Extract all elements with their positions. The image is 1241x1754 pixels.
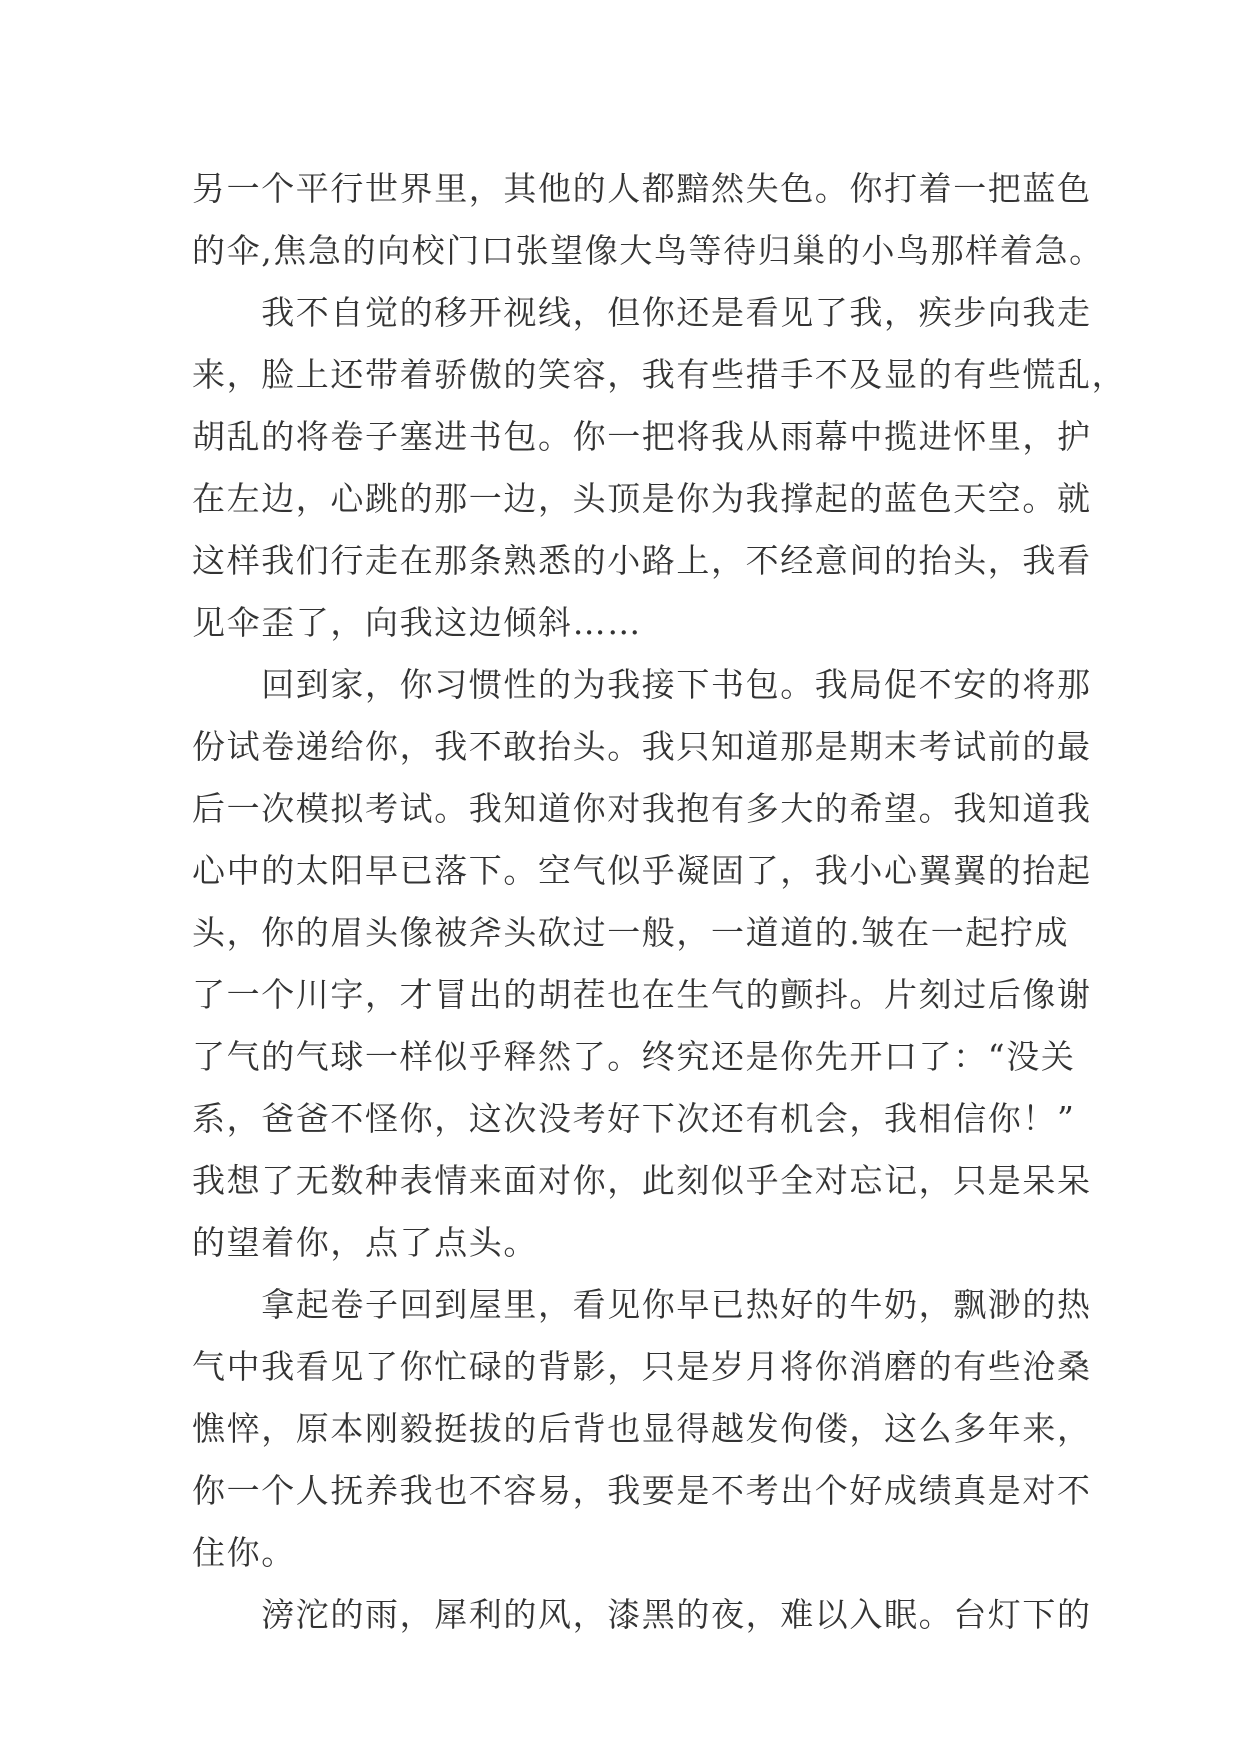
text-line: 憔悴，原本刚毅挺拔的后背也显得越发佝偻，这么多年来， bbox=[192, 1409, 1092, 1448]
text-line: 滂沱的雨，犀利的风，漆黑的夜，难以入眠。台灯下的 bbox=[192, 1595, 1092, 1634]
text-line: 的伞,焦急的向校门口张望像大鸟等待归巢的小鸟那样着急。 bbox=[192, 231, 1104, 270]
text-line: 了一个川字，才冒出的胡茬也在生气的颤抖。片刻过后像谢 bbox=[192, 975, 1092, 1014]
text-line: 系，爸爸不怪你，这次没考好下次还有机会，我相信你！” bbox=[192, 1099, 1076, 1138]
text-line: 这样我们行走在那条熟悉的小路上，不经意间的抬头，我看 bbox=[192, 541, 1092, 580]
text-line: 头，你的眉头像被斧头砍过一般，一道道的.皱在一起拧成 bbox=[192, 913, 1070, 952]
text-line: 见伞歪了，向我这边倾斜…… bbox=[192, 603, 642, 642]
text-line: 住你。 bbox=[192, 1533, 296, 1572]
text-line: 回到家，你习惯性的为我接下书包。我局促不安的将那 bbox=[192, 665, 1092, 704]
text-line: 的望着你，点了点头。 bbox=[192, 1223, 538, 1262]
text-line: 份试卷递给你，我不敢抬头。我只知道那是期末考试前的最 bbox=[192, 727, 1092, 766]
text-line: 来，脸上还带着骄傲的笑容，我有些措手不及显的有些慌乱， bbox=[192, 355, 1127, 394]
text-line: 后一次模拟考试。我知道你对我抱有多大的希望。我知道我 bbox=[192, 789, 1092, 828]
text-line: 在左边，心跳的那一边，头顶是你为我撑起的蓝色天空。就 bbox=[192, 479, 1092, 518]
text-line: 你一个人抚养我也不容易，我要是不考出个好成绩真是对不 bbox=[192, 1471, 1092, 1510]
text-line: 心中的太阳早已落下。空气似乎凝固了，我小心翼翼的抬起 bbox=[192, 851, 1092, 890]
text-line: 气中我看见了你忙碌的背影，只是岁月将你消磨的有些沧桑 bbox=[192, 1347, 1092, 1386]
text-line: 拿起卷子回到屋里，看见你早已热好的牛奶，飘渺的热 bbox=[192, 1285, 1092, 1324]
text-line: 另一个平行世界里，其他的人都黯然失色。你打着一把蓝色 bbox=[192, 169, 1092, 208]
text-line: 我不自觉的移开视线，但你还是看见了我，疾步向我走 bbox=[192, 293, 1092, 332]
document-body bbox=[192, 158, 1127, 1646]
text-line: 胡乱的将卷子塞进书包。你一把将我从雨幕中揽进怀里，护 bbox=[192, 417, 1092, 456]
text-line: 了气的气球一样似乎释然了。终究还是你先开口了：“没关 bbox=[192, 1037, 1076, 1076]
text-line: 我想了无数种表情来面对你，此刻似乎全对忘记，只是呆呆 bbox=[192, 1161, 1092, 1200]
